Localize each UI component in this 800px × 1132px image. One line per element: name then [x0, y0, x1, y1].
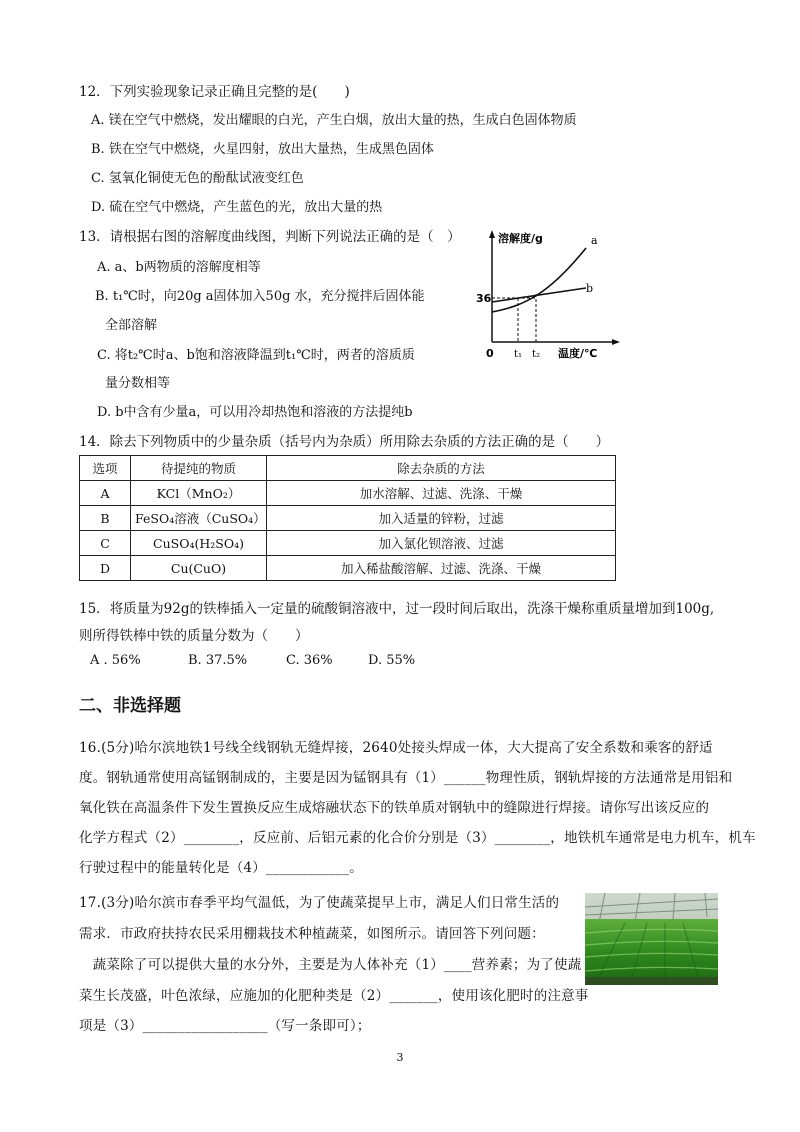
table-row [80, 531, 616, 556]
table-cell-option: A [80, 481, 131, 506]
table-cell-method: 加入稀盐酸溶解、过滤、洗涤、干燥 [267, 556, 616, 581]
q15-line-1: 15．将质量为92g的铁棒插入一定量的硫酸铜溶液中，过一段时间后取出，洗涤干燥称重质量增加到100g, [79, 601, 715, 617]
q13-stem: 13．请根据右图的溶解度曲线图，判断下列说法正确的是（ ） [79, 229, 461, 245]
q15-option-c: C. 36% [286, 653, 333, 668]
q13-option-c-cont: 量分数相等 [105, 376, 171, 391]
table-row [80, 481, 616, 506]
q16-line-3: 氧化铁在高温条件下发生置换反应生成熔融状态下的铁单质对钢轨中的缝隙进行焊接。请你写出该反应的 [79, 800, 710, 816]
q17-line-3: 蔬菜除了可以提供大量的水分外，主要是为人体补充（1）____营养素；为了使蔬 [79, 957, 582, 973]
q14-stem: 14．除去下列物质中的少量杂质（括号内为杂质）所用除去杂质的方法正确的是（ ） [79, 434, 610, 450]
table-cell-method: 加入氯化钡溶液、过滤 [267, 531, 616, 556]
page-number: 3 [396, 1051, 404, 1064]
table-cell-substance: FeSO₄溶液（CuSO₄） [131, 506, 267, 531]
q16-line-5: 行驶过程中的能量转化是（4）____________。 [79, 860, 363, 876]
q16-line-2: 度。钢轨通常使用高锰钢制成的，主要是因为锰钢具有（1）______物理性质，钢轨焊接的方法通常是用铝和 [79, 770, 733, 786]
q13-option-b: B. t₁℃时，向20g a固体加入50g 水，充分搅拌后固体能 [95, 289, 425, 304]
q13-option-b-cont: 全部溶解 [105, 318, 158, 333]
q15-option-b: B. 37.5% [188, 653, 248, 668]
x-axis-label: 温度/℃ [558, 347, 598, 360]
origin-label: 0 [486, 347, 494, 360]
q13-option-c: C. 将t₂℃时a、b饱和溶液降温到t₁℃时，两者的溶质质 [97, 348, 415, 363]
curve-a-label: a [591, 234, 598, 247]
q17-line-4: 菜生长茂盛，叶色浓绿，应施加的化肥种类是（2）_______，使用该化肥时的注意事 [79, 988, 589, 1004]
x-tick-t2: t₂ [532, 349, 541, 360]
curve-a [492, 248, 586, 312]
q16-line-1: 16.(5分)哈尔滨地铁1号线全线钢轨无缝焊接，2640处接头焊成一体，大大提高了安全系数和乘客的舒适 [79, 740, 713, 756]
table-cell-option: B [80, 506, 131, 531]
curve-b-label: b [586, 282, 594, 295]
table-header-option: 选项 [80, 456, 131, 481]
table-cell-substance: CuSO₄(H₂SO₄) [131, 531, 267, 556]
table-cell-option: C [80, 531, 131, 556]
table-row [80, 556, 616, 581]
table-header-method: 除去杂质的方法 [267, 456, 616, 481]
q12-stem: 12．下列实验现象记录正确且完整的是( ) [79, 84, 350, 100]
q15-line-2: 则所得铁棒中铁的质量分数为（ ） [79, 628, 309, 644]
x-axis-arrow [612, 339, 620, 345]
table-row [80, 506, 616, 531]
table-header-substance: 待提纯的物质 [131, 456, 267, 481]
q17-line-1: 17.(3分)哈尔滨市春季平均气温低，为了使蔬菜提早上市，满足人们日常生活的 [79, 895, 560, 911]
q15-option-a: A . 56% [90, 653, 141, 668]
table-cell-option: D [80, 556, 131, 581]
y-tick-36: 36 [476, 292, 492, 305]
q14-table [79, 455, 616, 581]
q17-line-2: 需求．市政府扶持农民采用棚栽技术种植蔬菜，如图所示。请回答下列问题： [79, 926, 545, 942]
q12-option-c: C. 氢氧化铜使无色的酚酞试液变红色 [91, 171, 304, 186]
q13-option-a: A. a、b两物质的溶解度相等 [97, 260, 261, 275]
x-tick-t1: t₁ [514, 349, 523, 360]
q16-line-4: 化学方程式（2）________，反应前、后铝元素的化合价分别是（3）________，地铁机车通常是电力机车，机车 [79, 830, 756, 846]
q17-line-5: 项是（3）__________________（写一条即可）； [79, 1018, 371, 1034]
q12-option-d: D. 硫在空气中燃烧，产生蓝色的光，放出大量的热 [91, 200, 383, 215]
table-cell-method: 加入适量的锌粉，过滤 [267, 506, 616, 531]
section-heading: 二、非选择题 [79, 696, 181, 716]
table-cell-substance: Cu(CuO) [131, 556, 267, 581]
curve-b [492, 288, 586, 302]
greenhouse-photo [585, 893, 718, 985]
y-axis-label: 溶解度/g [498, 232, 543, 245]
q15-option-d: D. 55% [368, 653, 416, 668]
solubility-graph [474, 224, 624, 364]
q12-option-a: A. 镁在空气中燃烧，发出耀眼的白光，产生白烟，放出大量的热，生成白色固体物质 [91, 113, 577, 128]
q12-option-b: B. 铁在空气中燃烧，火星四射，放出大量热，生成黑色固体 [91, 142, 434, 157]
table-cell-method: 加水溶解、过滤、洗涤、干燥 [267, 481, 616, 506]
y-axis-arrow [489, 230, 495, 238]
table-cell-substance: KCl（MnO₂） [131, 481, 267, 506]
table-header-row [80, 456, 616, 481]
q13-option-d: D. b中含有少量a，可以用冷却热饱和溶液的方法提纯b [97, 405, 413, 420]
